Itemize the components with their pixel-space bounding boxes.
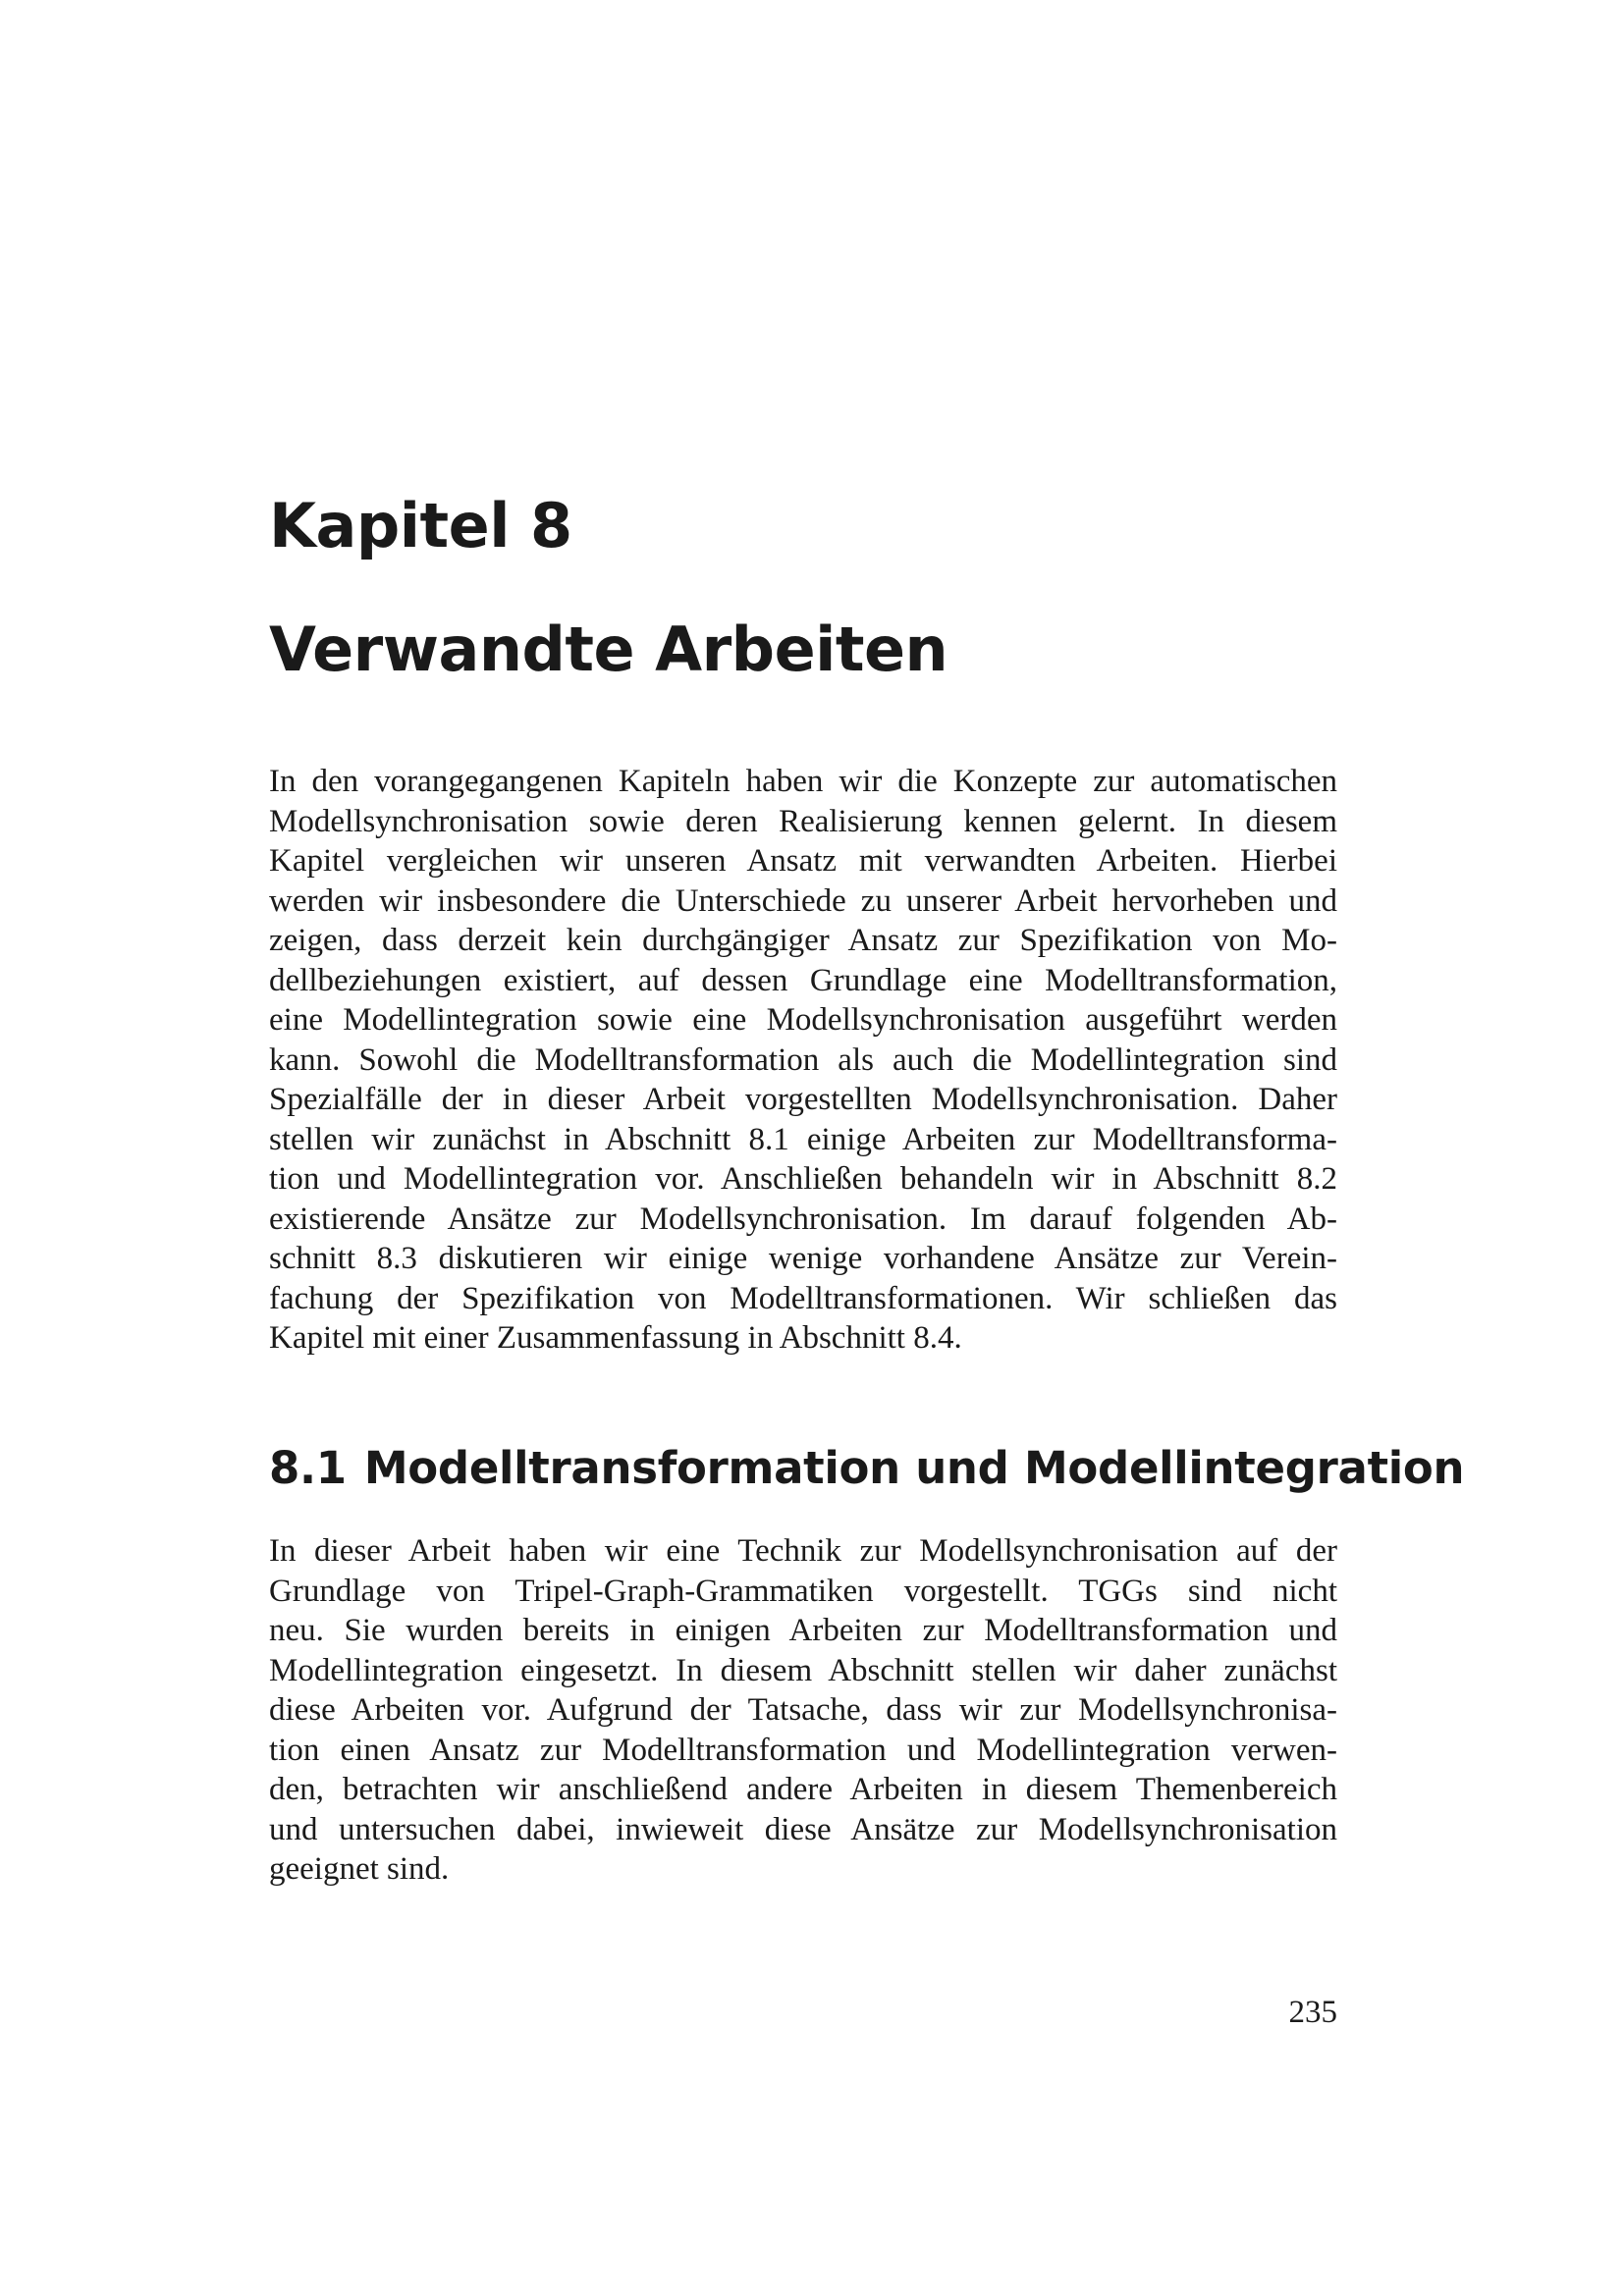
text-line: Kapitel vergleichen wir unseren Ansatz mit verwandten Arbeiten. Hierbei	[269, 843, 1337, 879]
text-line: In den vorangegangenen Kapiteln haben wir die Konzepte zur automatischen	[269, 764, 1337, 799]
text-line: werden wir insbesondere die Unterschiede zu unserer Arbeit hervorheben und	[269, 882, 1337, 919]
text-line: fachung der Spezifikation von Modelltransformationen. Wir schließen das	[269, 1280, 1337, 1316]
text-line: und untersuchen dabei, inwieweit diese Ansätze zur Modellsynchronisation	[269, 1811, 1337, 1847]
section-heading	[269, 1439, 1464, 1498]
text-line: eine Modellintegration sowie eine Modellsynchronisation ausgeführt werden	[269, 1002, 1337, 1038]
section-title: Modelltransformation und Modellintegration	[363, 1442, 1465, 1494]
chapter-label: Kapitel 8	[269, 490, 572, 561]
text-line: zeigen, dass derzeit kein durchgängiger Ansatz zur Spezifikation von Mo-	[269, 923, 1337, 958]
section-paragraph	[269, 1531, 1337, 1890]
chapter-title: Verwandte Arbeiten	[269, 614, 948, 685]
text-line: Kapitel mit einer Zusammenfassung in Abschnitt 8.4.	[269, 1320, 962, 1356]
text-line: Grundlage von Tripel-Graph-Grammatiken vorgestellt. TGGs sind nicht	[269, 1573, 1337, 1609]
text-line: Modellsynchronisation sowie deren Realisierung kennen gelernt. In diesem	[269, 803, 1337, 839]
text-line: tion und Modellintegration vor. Anschließen behandeln wir in Abschnitt 8.2	[269, 1161, 1337, 1197]
text-line: tion einen Ansatz zur Modelltransformation und Modellintegration verwen-	[269, 1732, 1337, 1768]
text-line: stellen wir zunächst in Abschnitt 8.1 einige Arbeiten zur Modelltransforma-	[269, 1121, 1337, 1157]
page-number: 235	[1288, 1995, 1337, 2030]
intro-paragraph	[269, 762, 1337, 1359]
text-line: den, betrachten wir anschließend andere Arbeiten in diesem Themenbereich	[269, 1772, 1337, 1807]
text-line: Spezialfälle der in dieser Arbeit vorgestellten Modellsynchronisation. Daher	[269, 1082, 1337, 1117]
text-line: In dieser Arbeit haben wir eine Technik zur Modellsynchronisation auf der	[269, 1533, 1337, 1569]
text-line: geeignet sind.	[269, 1851, 450, 1887]
text-line: diese Arbeiten vor. Aufgrund der Tatsache, dass wir zur Modellsynchronisa-	[269, 1692, 1337, 1728]
text-line: kann. Sowohl die Modelltransformation als auch die Modellintegration sind	[269, 1041, 1337, 1078]
text-line: neu. Sie wurden bereits in einigen Arbeiten zur Modelltransformation und	[269, 1613, 1337, 1648]
section-number: 8.1	[269, 1442, 347, 1494]
text-line: Modellintegration eingesetzt. In diesem Abschnitt stellen wir daher zunächst	[269, 1652, 1337, 1688]
text-line: schnitt 8.3 diskutieren wir einige wenige vorhandene Ansätze zur Verein-	[269, 1241, 1337, 1276]
text-line: existierende Ansätze zur Modellsynchronisation. Im darauf folgenden Ab-	[269, 1201, 1337, 1237]
text-line: dellbeziehungen existiert, auf dessen Grundlage eine Modelltransformation,	[269, 962, 1337, 998]
